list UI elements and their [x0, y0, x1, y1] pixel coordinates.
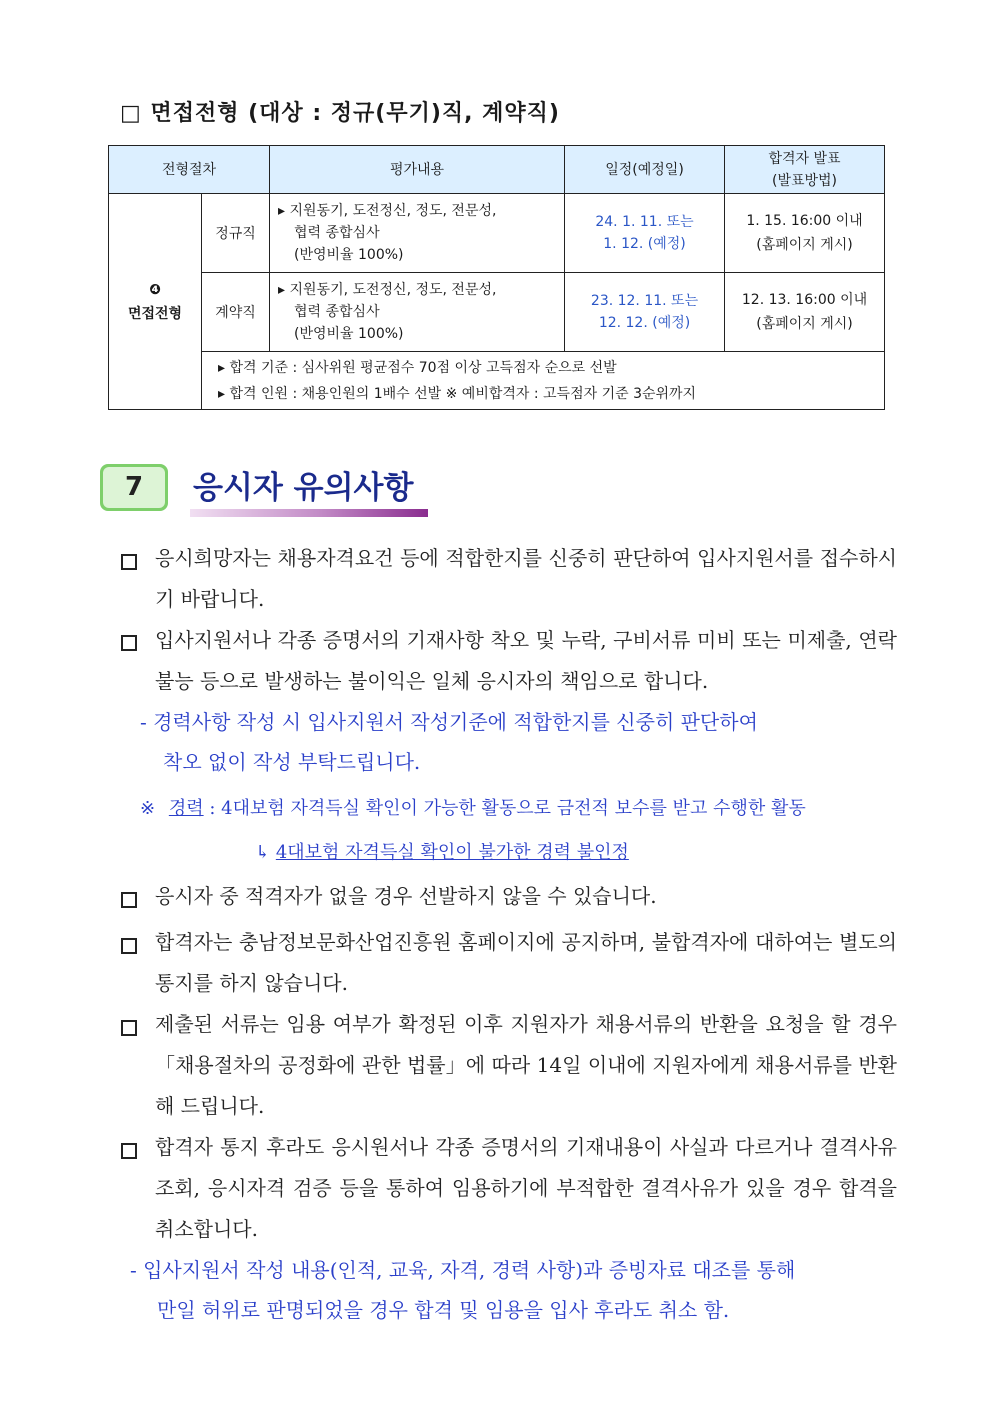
interview-schedule-table	[108, 145, 885, 410]
checkbox-icon	[121, 1020, 137, 1036]
checkbox-icon	[121, 635, 137, 651]
arrow-icon: ↳	[255, 842, 271, 863]
criteria-row	[109, 352, 885, 410]
row-announce: 12. 13. 16:00 이내 (홈페이지 게시)	[725, 273, 885, 352]
table-header-row	[109, 146, 885, 194]
table-row	[109, 194, 885, 273]
notice-paragraph: 응시희망자는 채용자격요건 등에 적합한지를 신중히 판단하여 입사지원서를 접수하시기 바랍니다.	[155, 546, 897, 611]
checkbox-icon	[121, 938, 137, 954]
checkbox-icon	[121, 554, 137, 570]
note-mark: ※	[140, 798, 156, 819]
row-content: ▸ 지원동기, 도전정신, 정도, 전문성, 협력 종합심사 (반영비율 100%)	[270, 273, 565, 352]
career-sub-note	[255, 832, 629, 873]
note-sub: 4대보험 자격득실 확인이 불가한 경력 불인정	[275, 842, 629, 863]
checkbox-icon	[121, 1143, 137, 1159]
table-row	[109, 273, 885, 352]
header-content: 평가내용	[270, 146, 565, 194]
notice-paragraph: 제출된 서류는 임용 여부가 확정된 이후 지원자가 채용서류의 반환을 요청을 할 경우 「채용절차의 공정화에 관한 법률」에 따라 14일 이내에 지원자에게 채용서류를 반환해 드립니다.	[155, 1012, 897, 1118]
notice-paragraph: 입사지원서나 각종 증명서의 기재사항 착오 및 누락, 구비서류 미비 또는 미제출, 연락불능 등으로 발생하는 불이익은 일체 응시자의 책임으로 합니다.	[155, 628, 897, 693]
career-note	[140, 788, 806, 829]
sub-note: 만일 허위로 판명되었을 경우 합격 및 임용을 입사 후라도 취소 함.	[157, 1298, 730, 1322]
row-schedule: 23. 12. 11. 또는 12. 12. (예정)	[565, 273, 725, 352]
notice-paragraph: 합격자 통지 후라도 응시원서나 각종 증명서의 기재내용이 사실과 다르거나 결격사유조회, 응시자격 검증 등을 통하여 임용하기에 부적합한 결격사유가 있을 경우 합격을 취소합니다.	[155, 1135, 897, 1241]
sub-note: 착오 없이 작성 부탁드립니다.	[163, 750, 421, 774]
sub-note: - 입사지원서 작성 내용(인적, 교육, 자격, 경력 사항)과 증빙자료 대조를 통해	[130, 1258, 796, 1282]
criteria-cell	[202, 352, 885, 410]
stage-name: 면접전형	[127, 305, 183, 322]
stage-number: ❹	[149, 281, 161, 298]
notice-paragraph: 합격자는 충남정보문화산업진흥원 홈페이지에 공지하며, 불합격자에 대하여는 별도의 통지를 하지 않습니다.	[155, 930, 897, 995]
row-type: 정규직	[202, 194, 270, 273]
note-text: : 4대보험 자격득실 확인이 가능한 활동으로 금전적 보수를 받고 수행한 활동	[209, 798, 806, 819]
section-title: 응시자 유의사항	[193, 470, 414, 506]
criteria-count: ▸ 합격 인원 : 채용인원의 1배수 선발 ※ 예비합격자 : 고득점자 기준 3순위까지	[218, 385, 697, 402]
row-content: ▸ 지원동기, 도전정신, 정도, 전문성, 협력 종합심사 (반영비율 100%)	[270, 194, 565, 273]
interview-heading: □ 면접전형 (대상 : 정규(무기)직, 계약직)	[120, 101, 560, 126]
header-schedule: 일정(예정일)	[565, 146, 725, 194]
stage-cell	[109, 194, 202, 410]
row-announce: 1. 15. 16:00 이내 (홈페이지 게시)	[725, 194, 885, 273]
section-number-badge: 7	[100, 464, 168, 511]
row-type: 계약직	[202, 273, 270, 352]
checkbox-icon	[121, 892, 137, 908]
header-stage: 전형절차	[109, 146, 270, 194]
section-underline	[190, 509, 428, 517]
row-schedule: 24. 1. 11. 또는 1. 12. (예정)	[565, 194, 725, 273]
notice-paragraph: 응시자 중 적격자가 없을 경우 선발하지 않을 수 있습니다.	[155, 884, 657, 908]
header-announce: 합격자 발표 (발표방법)	[725, 146, 885, 194]
sub-note: - 경력사항 작성 시 입사지원서 작성기준에 적합한지를 신중히 판단하여	[140, 710, 758, 734]
note-label: 경력	[168, 798, 204, 819]
criteria-pass: ▸ 합격 기준 : 심사위원 평균점수 70점 이상 고득점자 순으로 선발	[218, 359, 617, 376]
